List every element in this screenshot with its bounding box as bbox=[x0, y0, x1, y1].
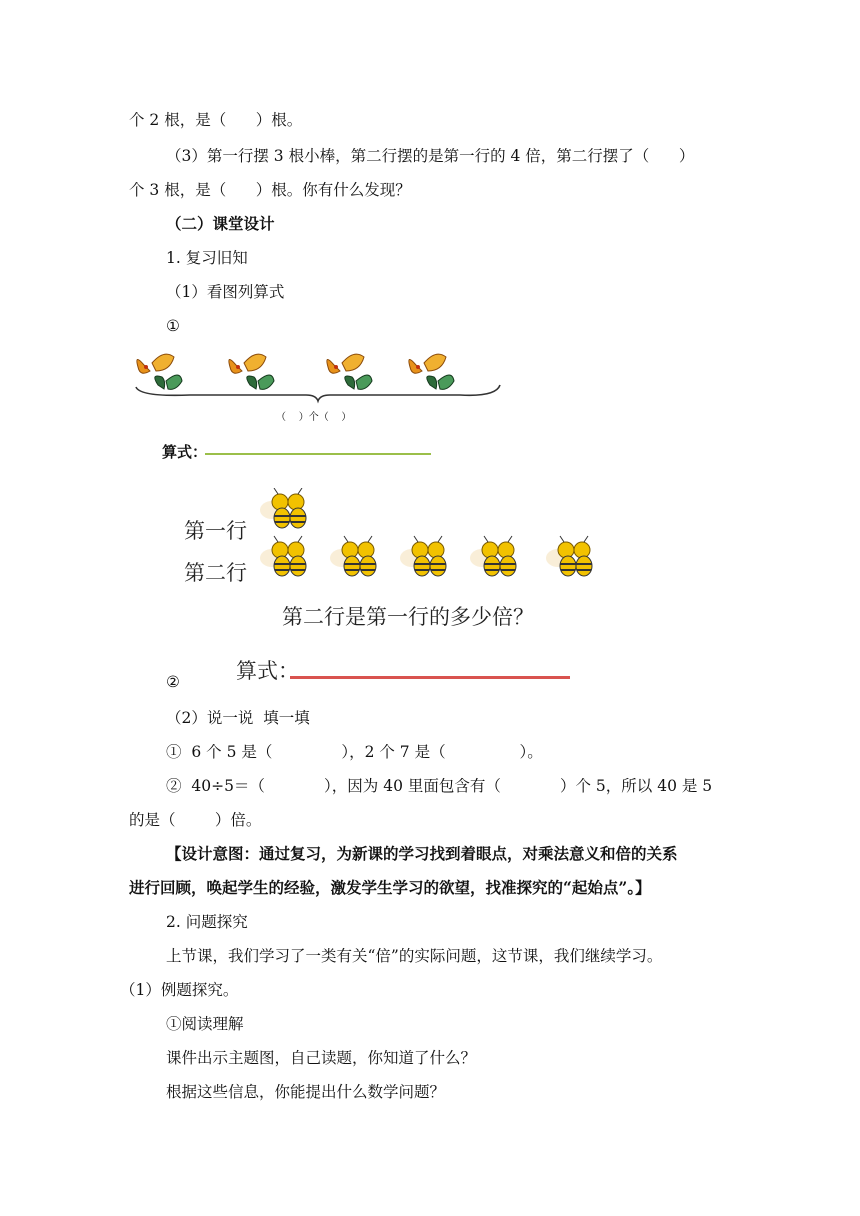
text-line: ① 6 个 5 是（ ），2 个 7 是（ ）。 bbox=[166, 743, 543, 761]
row-label-first: 第一行 bbox=[184, 519, 247, 543]
text-line: 个 2 根，是（ ）根。 bbox=[129, 111, 303, 129]
bee-question: 第二行是第一行的多少倍？ bbox=[282, 605, 534, 629]
text-line: （3）第一行摆 3 根小棒，第二行摆的是第一行的 4 倍，第二行摆了（ ） bbox=[166, 147, 695, 165]
brace-caption: （ ）个（ ） bbox=[276, 412, 352, 423]
text-line: ①阅读理解 bbox=[166, 1015, 244, 1033]
text-line: 上节课，我们学习了一类有关“倍”的实际问题，这节课，我们继续学习。 bbox=[166, 947, 663, 965]
design-intent: 【设计意图：通过复习，为新课的学习找到着眼点，对乘法意义和倍的关系 bbox=[166, 844, 678, 863]
row-label-second: 第二行 bbox=[184, 561, 247, 585]
section-heading: （二）课堂设计 bbox=[166, 214, 275, 233]
text-line: ② 40÷5＝（ ），因为 40 里面包含有（ ）个 5，所以 40 是 5 bbox=[166, 777, 713, 795]
item-marker: ① bbox=[166, 317, 180, 335]
formula-label: 算式： bbox=[162, 443, 208, 461]
text-line: 根据这些信息，你能提出什么数学问题？ bbox=[166, 1083, 446, 1101]
text-line: 个 3 根，是（ ）根。你有什么发现？ bbox=[129, 181, 411, 199]
design-intent: 进行回顾，唤起学生的经验，激发学生学习的欲望，找准探究的“起始点”。】 bbox=[129, 878, 651, 897]
text-line: 的是（ ）倍。 bbox=[129, 811, 262, 829]
subheading: 2. 问题探究 bbox=[166, 913, 248, 931]
text-line: （1）例题探究。 bbox=[120, 981, 239, 999]
subheading: 1. 复习旧知 bbox=[166, 249, 248, 267]
text-line: （1）看图列算式 bbox=[166, 283, 285, 301]
text-line: （2）说一说 填一填 bbox=[166, 709, 310, 727]
answer-line bbox=[290, 676, 570, 679]
bee-figure bbox=[258, 488, 618, 588]
formula-label: 算式： bbox=[236, 659, 299, 683]
answer-line bbox=[205, 453, 431, 455]
text-line: 课件出示主题图，自己读题，你知道了什么？ bbox=[166, 1049, 477, 1067]
item-marker: ② bbox=[166, 673, 180, 691]
